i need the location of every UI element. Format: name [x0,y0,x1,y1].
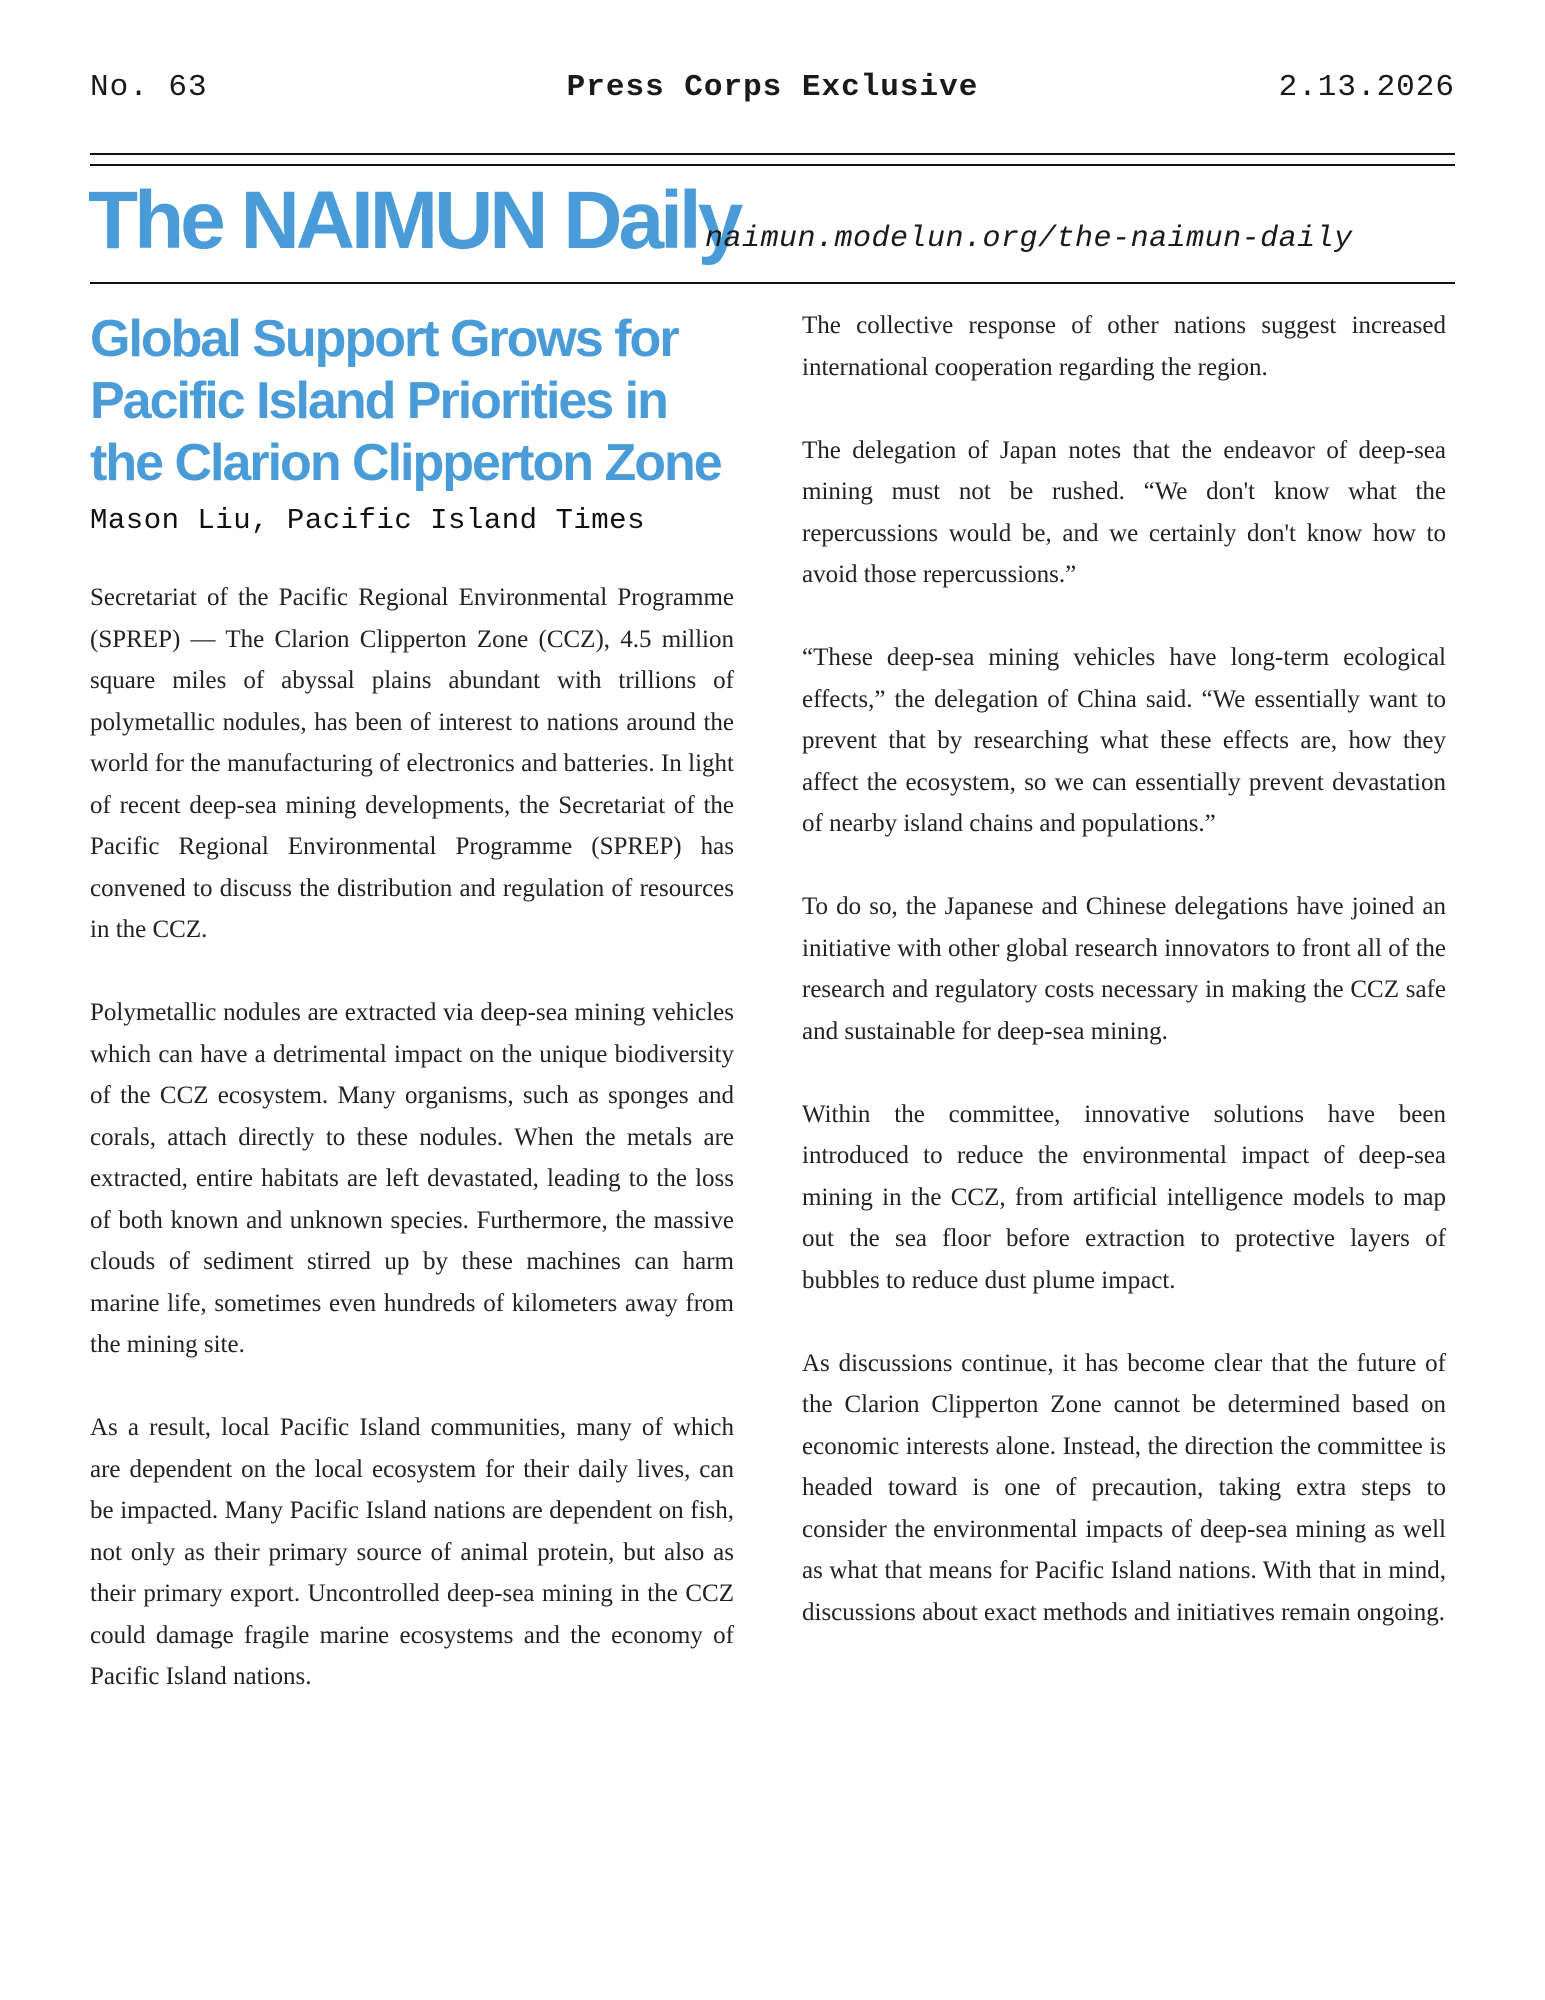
article-paragraph: The delegation of Japan notes that the endeavor of deep-sea mining must not be rushed. “We don't know what the repercussions would be, and we certainly don't know how to avoid those repercussions.” [802,436,1446,588]
article-paragraph: As a result, local Pacific Island communities, many of which are dependent on the local ecosystem for their daily lives, can be impacted. Many Pacific Island nations are dependent on fish, not only as their primary source of animal protein, but also as their primary export. Uncontrolled deep-sea mining in the CCZ could damage fragile marine ecosystems and the economy of Pacific Island nations. [90,1414,734,1690]
issue-number: No. 63 [90,70,208,105]
issue-date: 2.13.2026 [1278,70,1455,105]
article-column-right [802,305,1446,1675]
article-paragraph: As discussions continue, it has become clear that the future of the Clarion Clipperton Zone cannot be determined based on economic interests alone. Instead, the direction the committee is headed toward is one of precaution, taking extra steps to consider the environmental impacts of deep-sea mining as well as what that means for Pacific Island nations. With that in mind, discussions about exact methods and initiatives remain ongoing. [802,1349,1446,1626]
article-column-left [90,308,734,1739]
byline-spacer [90,537,734,577]
header-divider-top [90,153,1455,155]
article-headline: Global Support Grows for Pacific Island Priorities in the Clarion Clipperton Zone [90,310,721,492]
article-byline: Mason Liu, Pacific Island Times [90,504,645,537]
masthead-title: The NAIMUN Daily [88,175,740,266]
article-paragraph: Secretariat of the Pacific Regional Environmental Programme (SPREP) — The Clarion Clipperton Zone (CCZ), 4.5 million square miles of abyssal plains abundant with trillions of polymetallic nodules, has been of interest to nations around the world for the manufacturing of electronics and batteries. In light of recent deep-sea mining developments, the Secretariat of the Pacific Regional Environmental Programme (SPREP) has convened to discuss the distribution and regulation of resources in the CCZ. [90,584,734,943]
article-paragraph: To do so, the Japanese and Chinese delegations have joined an initiative with other global research innovators to front all of the research and regulatory costs necessary in making the CCZ safe and sustainable for deep-sea mining. [802,893,1446,1045]
article-paragraph: Within the committee, innovative solutions have been introduced to reduce the environmental impact of deep-sea mining in the CCZ, from artificial intelligence models to map out the sea floor before extraction to protective layers of bubbles to reduce dust plume impact. [802,1100,1446,1294]
masthead-divider [90,282,1455,284]
issue-header-bar [90,70,1455,114]
header-divider-bottom [90,164,1455,166]
section-label: Press Corps Exclusive [566,70,979,105]
article-paragraph: Polymetallic nodules are extracted via deep-sea mining vehicles which can have a detrimental impact on the unique biodiversity of the CCZ ecosystem. Many organisms, such as sponges and corals, attach directly to these nodules. When the metals are extracted, entire habitats are left devastated, leading to the loss of both known and unknown species. Furthermore, the massive clouds of sediment stirred up by these machines can harm marine life, sometimes even hundreds of kilometers away from the mining site. [90,999,734,1358]
article-paragraph: “These deep-sea mining vehicles have long-term ecological effects,” the delegation of China said. “We essentially want to prevent that by researching what these effects are, how they affect the ecosystem, so we can essentially prevent devastation of nearby island chains and populations.” [802,644,1446,837]
article-paragraph: The collective response of other nations suggest increased international cooperation regarding the region. [802,312,1446,381]
masthead-url[interactable]: naimun.modelun.org/the-naimun-daily [705,222,1353,256]
